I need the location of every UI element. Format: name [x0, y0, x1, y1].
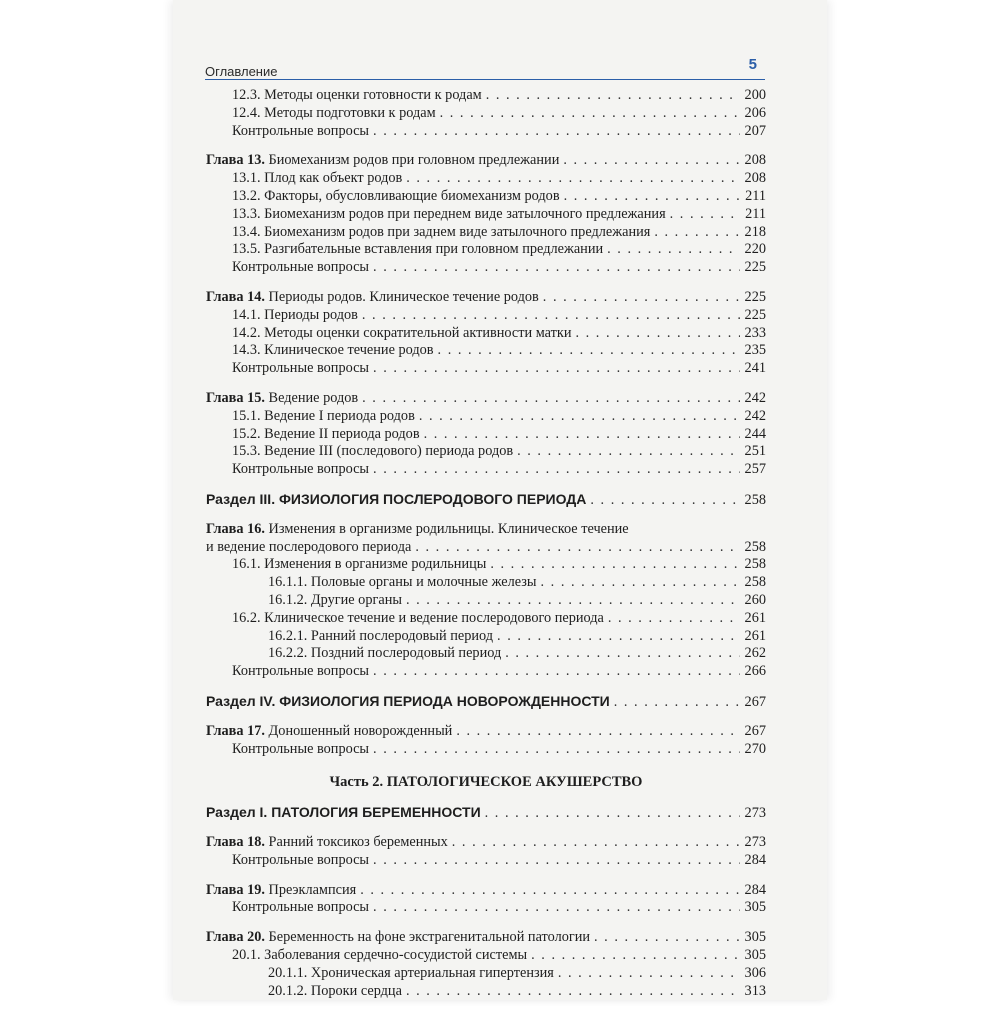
toc-entry[interactable]: 16.1.2. Другие органы . . . 260	[206, 592, 766, 610]
toc-entry[interactable]: Контрольные вопросы . . . 266	[206, 663, 766, 681]
toc-chapter-entry[interactable]: Глава 20. Беременность на фоне экстрагенитальной патологии . . . 305	[206, 929, 766, 947]
toc-entry[interactable]: 15.3. Ведение III (последового) периода родов . . . 251	[206, 443, 766, 461]
toc-group-chapter-20	[206, 929, 766, 1000]
toc-entry[interactable]: Контрольные вопросы . . . 257	[206, 461, 766, 479]
toc-entry[interactable]: Контрольные вопросы . . . 305	[206, 899, 766, 917]
table-of-contents	[206, 87, 766, 1012]
toc-entry[interactable]: Контрольные вопросы . . . 241	[206, 360, 766, 378]
toc-group-chapter-14	[206, 289, 766, 378]
running-title: Оглавление	[205, 64, 278, 79]
toc-chapter-entry[interactable]: Глава 15. Ведение родов . . . 242	[206, 390, 766, 408]
toc-chapter-line[interactable]: Глава 16. Изменения в организме родильницы. Клиническое течение	[206, 520, 629, 537]
toc-entry[interactable]: 20.1.1. Хроническая артериальная гипертензия . . . 306	[206, 965, 766, 983]
page-number: 5	[748, 56, 757, 73]
toc-group-chapter-17	[206, 723, 766, 759]
toc-chapter-entry[interactable]: Глава 17. Доношенный новорожденный . . . 267	[206, 723, 766, 741]
toc-section-entry[interactable]: Раздел I. ПАТОЛОГИЯ БЕРЕМЕННОСТИ . . . 273	[206, 804, 766, 822]
toc-entry[interactable]: 13.5. Разгибательные вставления при головном предлежании . . . 220	[206, 241, 766, 259]
toc-group-chapter-13	[206, 152, 766, 277]
toc-chapter-entry[interactable]: Глава 14. Периоды родов. Клиническое течение родов . . . 225	[206, 289, 766, 307]
toc-entry[interactable]: 16.1.1. Половые органы и молочные железы . . . 258	[206, 574, 766, 592]
toc-group-section-3	[206, 491, 766, 509]
toc-chapter-entry[interactable]: Глава 18. Ранний токсикоз беременных . . . 273	[206, 834, 766, 852]
toc-entry[interactable]: 16.1. Изменения в организме родильницы . . . 258	[206, 556, 766, 574]
toc-entry[interactable]: 13.3. Биомеханизм родов при переднем виде затылочного предлежания . . . 211	[206, 206, 766, 224]
running-head	[205, 56, 765, 79]
toc-chapter-entry[interactable]: и ведение послеродового периода . . . 258	[206, 539, 766, 557]
toc-chapter-entry[interactable]: Глава 19. Преэклампсия . . . 284	[206, 882, 766, 900]
toc-entry[interactable]: 14.3. Клиническое течение родов . . . 235	[206, 342, 766, 360]
toc-group-section-4	[206, 693, 766, 711]
toc-entry[interactable]: 13.1. Плод как объект родов . . . 208	[206, 170, 766, 188]
toc-group-chapter-16	[206, 521, 766, 681]
toc-section-entry[interactable]: Раздел III. ФИЗИОЛОГИЯ ПОСЛЕРОДОВОГО ПЕРИОДА . . . 258	[206, 491, 766, 509]
toc-entry[interactable]: 20.1.2. Пороки сердца . . . 313	[206, 983, 766, 1001]
toc-entry[interactable]: 12.3. Методы оценки готовности к родам . . . 200	[206, 87, 766, 105]
toc-group-chapter-18	[206, 834, 766, 870]
toc-entry[interactable]: 20.1. Заболевания сердечно-сосудистой системы . . . 305	[206, 947, 766, 965]
toc-group-section-1	[206, 804, 766, 822]
toc-entry[interactable]: 15.1. Ведение I периода родов . . . 242	[206, 408, 766, 426]
toc-section-entry[interactable]: Раздел IV. ФИЗИОЛОГИЯ ПЕРИОДА НОВОРОЖДЕННОСТИ . . . 267	[206, 693, 766, 711]
toc-chapter-entry[interactable]: Глава 13. Биомеханизм родов при головном предлежании . . . 208	[206, 152, 766, 170]
toc-entry[interactable]: 12.4. Методы подготовки к родам . . . 206	[206, 105, 766, 123]
toc-entry[interactable]: 15.2. Ведение II периода родов . . . 244	[206, 426, 766, 444]
toc-entry[interactable]: 16.2.2. Поздний послеродовый период . . . 262	[206, 645, 766, 663]
toc-entry[interactable]: Контрольные вопросы . . . 284	[206, 852, 766, 870]
toc-entry[interactable]: 16.2.1. Ранний послеродовый период . . . 261	[206, 628, 766, 646]
header-rule	[205, 79, 765, 80]
toc-entry[interactable]: 14.1. Периоды родов . . . 225	[206, 307, 766, 325]
toc-group-chapter-12	[206, 87, 766, 140]
toc-group-chapter-19	[206, 882, 766, 918]
toc-entry[interactable]: Контрольные вопросы . . . 225	[206, 259, 766, 277]
part-heading: Часть 2. ПАТОЛОГИЧЕСКОЕ АКУШЕРСТВО	[329, 774, 643, 791]
toc-entry[interactable]: Контрольные вопросы . . . 207	[206, 123, 766, 141]
toc-entry[interactable]: 13.4. Биомеханизм родов при заднем виде затылочного предлежания . . . 218	[206, 224, 766, 242]
toc-entry[interactable]: 13.2. Факторы, обусловливающие биомеханизм родов . . . 211	[206, 188, 766, 206]
toc-entry[interactable]: Контрольные вопросы . . . 270	[206, 741, 766, 759]
toc-entry[interactable]: 14.2. Методы оценки сократительной активности матки . . . 233	[206, 325, 766, 343]
toc-entry[interactable]: 16.2. Клиническое течение и ведение послеродового периода . . . 261	[206, 610, 766, 628]
toc-group-chapter-15	[206, 390, 766, 479]
